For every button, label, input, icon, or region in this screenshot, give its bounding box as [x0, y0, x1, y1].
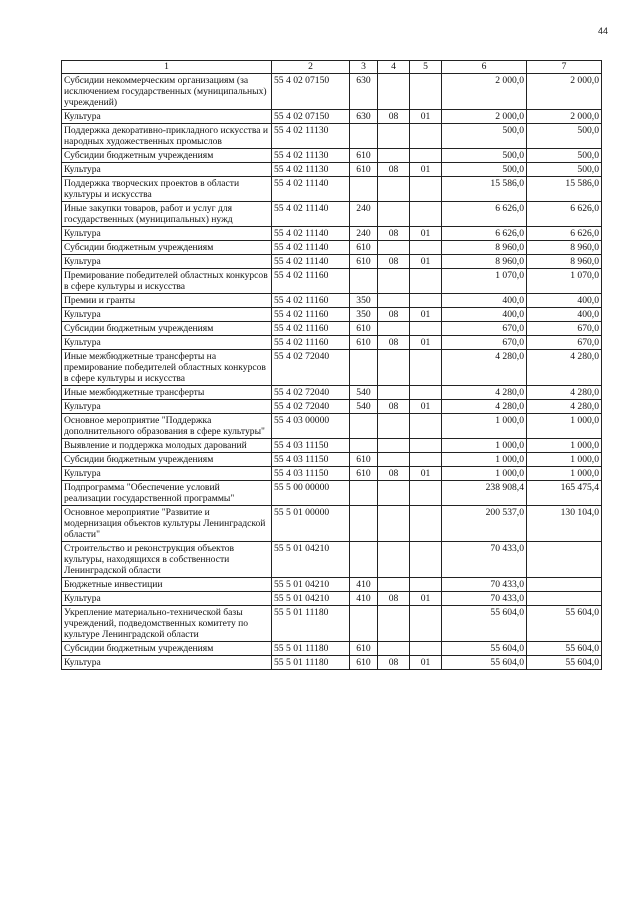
row-type-cell: 350 — [350, 308, 378, 322]
row-subsection-cell: 01 — [410, 400, 442, 414]
table-body — [62, 74, 602, 670]
row-amount-cell: 1 000,0 — [527, 467, 602, 481]
row-amount-cell: 400,0 — [527, 294, 602, 308]
row-type-cell: 610 — [350, 336, 378, 350]
row-type-cell — [350, 269, 378, 294]
row-amount-cell: 1 000,0 — [527, 453, 602, 467]
row-type-cell: 630 — [350, 110, 378, 124]
row-name-cell: Культура — [62, 163, 272, 177]
row-subsection-cell — [410, 578, 442, 592]
row-section-cell — [378, 578, 410, 592]
row-type-cell: 630 — [350, 74, 378, 110]
row-amount-cell: 500,0 — [442, 124, 527, 149]
row-subsection-cell: 01 — [410, 255, 442, 269]
row-type-cell — [350, 481, 378, 506]
row-subsection-cell — [410, 322, 442, 336]
row-amount-cell: 55 604,0 — [527, 656, 602, 670]
row-section-cell — [378, 453, 410, 467]
row-amount-cell: 130 104,0 — [527, 506, 602, 542]
row-type-cell: 610 — [350, 241, 378, 255]
row-amount-cell: 55 604,0 — [442, 642, 527, 656]
row-code-cell: 55 4 02 11140 — [272, 241, 350, 255]
row-name-cell: Премирование победителей областных конкурсов в сфере культуры и искусства — [62, 269, 272, 294]
row-code-cell: 55 5 00 00000 — [272, 481, 350, 506]
row-subsection-cell: 01 — [410, 336, 442, 350]
row-subsection-cell — [410, 149, 442, 163]
table-row — [62, 414, 602, 439]
table-row — [62, 241, 602, 255]
row-type-cell: 410 — [350, 578, 378, 592]
row-amount-cell: 4 280,0 — [442, 386, 527, 400]
row-amount-cell: 55 604,0 — [527, 606, 602, 642]
row-type-cell: 540 — [350, 386, 378, 400]
table-row — [62, 606, 602, 642]
table-row — [62, 74, 602, 110]
row-amount-cell: 200 537,0 — [442, 506, 527, 542]
row-subsection-cell: 01 — [410, 308, 442, 322]
table-row — [62, 467, 602, 481]
row-code-cell: 55 5 01 04210 — [272, 578, 350, 592]
row-section-cell — [378, 439, 410, 453]
row-type-cell: 610 — [350, 322, 378, 336]
row-code-cell: 55 5 01 04210 — [272, 542, 350, 578]
row-amount-cell: 55 604,0 — [442, 656, 527, 670]
table-row — [62, 481, 602, 506]
row-section-cell — [378, 642, 410, 656]
row-code-cell: 55 4 02 11140 — [272, 255, 350, 269]
row-name-cell: Субсидии бюджетным учреждениям — [62, 241, 272, 255]
row-name-cell: Культура — [62, 656, 272, 670]
row-type-cell: 610 — [350, 255, 378, 269]
row-amount-cell: 8 960,0 — [442, 255, 527, 269]
row-code-cell: 55 4 02 72040 — [272, 400, 350, 414]
row-subsection-cell — [410, 124, 442, 149]
row-subsection-cell — [410, 269, 442, 294]
table-row — [62, 506, 602, 542]
row-type-cell: 610 — [350, 467, 378, 481]
row-type-cell — [350, 350, 378, 386]
row-subsection-cell — [410, 350, 442, 386]
row-code-cell: 55 5 01 11180 — [272, 642, 350, 656]
row-amount-cell: 1 070,0 — [527, 269, 602, 294]
row-section-cell: 08 — [378, 110, 410, 124]
row-amount-cell: 4 280,0 — [527, 400, 602, 414]
row-type-cell: 240 — [350, 227, 378, 241]
table-row — [62, 350, 602, 386]
table-row — [62, 149, 602, 163]
row-amount-cell: 8 960,0 — [442, 241, 527, 255]
column-header: 6 — [442, 61, 527, 74]
column-header: 1 — [62, 61, 272, 74]
table-row — [62, 269, 602, 294]
row-section-cell — [378, 606, 410, 642]
row-subsection-cell — [410, 177, 442, 202]
row-code-cell: 55 4 03 11150 — [272, 453, 350, 467]
row-type-cell: 610 — [350, 163, 378, 177]
row-amount-cell: 70 433,0 — [442, 592, 527, 606]
row-type-cell: 410 — [350, 592, 378, 606]
row-code-cell: 55 4 03 11150 — [272, 467, 350, 481]
row-code-cell: 55 4 02 07150 — [272, 74, 350, 110]
row-type-cell: 610 — [350, 642, 378, 656]
row-type-cell: 610 — [350, 149, 378, 163]
row-amount-cell: 15 586,0 — [442, 177, 527, 202]
row-code-cell: 55 4 02 11160 — [272, 322, 350, 336]
row-type-cell — [350, 439, 378, 453]
row-code-cell: 55 4 02 11130 — [272, 149, 350, 163]
row-subsection-cell: 01 — [410, 656, 442, 670]
table-row — [62, 322, 602, 336]
row-name-cell: Культура — [62, 467, 272, 481]
row-amount-cell: 670,0 — [527, 322, 602, 336]
row-type-cell — [350, 414, 378, 439]
row-amount-cell: 500,0 — [527, 124, 602, 149]
row-amount-cell: 1 070,0 — [442, 269, 527, 294]
table-row — [62, 542, 602, 578]
row-amount-cell: 6 626,0 — [442, 227, 527, 241]
row-section-cell: 08 — [378, 592, 410, 606]
row-code-cell: 55 5 01 11180 — [272, 656, 350, 670]
row-section-cell: 08 — [378, 227, 410, 241]
row-code-cell: 55 4 02 11130 — [272, 163, 350, 177]
row-section-cell: 08 — [378, 255, 410, 269]
row-code-cell: 55 4 02 11160 — [272, 294, 350, 308]
row-section-cell: 08 — [378, 400, 410, 414]
row-section-cell — [378, 350, 410, 386]
row-name-cell: Культура — [62, 308, 272, 322]
row-type-cell: 610 — [350, 453, 378, 467]
row-name-cell: Поддержка творческих проектов в области культуры и искусства — [62, 177, 272, 202]
row-subsection-cell — [410, 481, 442, 506]
row-subsection-cell: 01 — [410, 592, 442, 606]
row-amount-cell: 670,0 — [442, 322, 527, 336]
row-amount-cell: 2 000,0 — [527, 74, 602, 110]
row-amount-cell: 238 908,4 — [442, 481, 527, 506]
row-name-cell: Подпрограмма "Обеспечение условий реализации государственной программы" — [62, 481, 272, 506]
row-code-cell: 55 4 02 11140 — [272, 202, 350, 227]
row-type-cell: 540 — [350, 400, 378, 414]
row-subsection-cell — [410, 642, 442, 656]
row-section-cell — [378, 322, 410, 336]
budget-table — [61, 60, 602, 670]
row-name-cell: Субсидии бюджетным учреждениям — [62, 453, 272, 467]
row-type-cell — [350, 124, 378, 149]
row-subsection-cell — [410, 294, 442, 308]
row-amount-cell: 1 000,0 — [442, 467, 527, 481]
row-amount-cell: 670,0 — [442, 336, 527, 350]
table-row — [62, 642, 602, 656]
column-header: 5 — [410, 61, 442, 74]
row-amount-cell — [527, 592, 602, 606]
row-section-cell: 08 — [378, 656, 410, 670]
table-row — [62, 177, 602, 202]
row-section-cell: 08 — [378, 336, 410, 350]
row-section-cell — [378, 506, 410, 542]
row-subsection-cell — [410, 453, 442, 467]
row-name-cell: Бюджетные инвестиции — [62, 578, 272, 592]
row-section-cell — [378, 269, 410, 294]
row-amount-cell — [527, 578, 602, 592]
row-code-cell: 55 4 02 11140 — [272, 227, 350, 241]
row-section-cell: 08 — [378, 308, 410, 322]
row-type-cell: 240 — [350, 202, 378, 227]
row-name-cell: Иные закупки товаров, работ и услуг для государственных (муниципальных) нужд — [62, 202, 272, 227]
table-row — [62, 163, 602, 177]
row-type-cell — [350, 542, 378, 578]
row-amount-cell: 8 960,0 — [527, 241, 602, 255]
row-type-cell: 350 — [350, 294, 378, 308]
row-amount-cell: 4 280,0 — [527, 350, 602, 386]
row-name-cell: Иные межбюджетные трансферты — [62, 386, 272, 400]
row-section-cell — [378, 149, 410, 163]
row-code-cell: 55 4 02 11140 — [272, 177, 350, 202]
row-name-cell: Культура — [62, 110, 272, 124]
row-section-cell — [378, 386, 410, 400]
row-amount-cell: 500,0 — [527, 163, 602, 177]
row-code-cell: 55 5 01 00000 — [272, 506, 350, 542]
row-type-cell — [350, 506, 378, 542]
row-amount-cell: 2 000,0 — [442, 110, 527, 124]
row-subsection-cell — [410, 74, 442, 110]
row-name-cell: Укрепление материально-технической базы учреждений, подведомственных комитету по культуре Ленинградской области — [62, 606, 272, 642]
row-subsection-cell — [410, 606, 442, 642]
table-row — [62, 386, 602, 400]
table-row — [62, 592, 602, 606]
row-name-cell: Культура — [62, 400, 272, 414]
row-section-cell — [378, 294, 410, 308]
row-subsection-cell: 01 — [410, 467, 442, 481]
column-header: 2 — [272, 61, 350, 74]
row-amount-cell: 6 626,0 — [442, 202, 527, 227]
row-subsection-cell — [410, 414, 442, 439]
row-type-cell — [350, 177, 378, 202]
row-name-cell: Культура — [62, 592, 272, 606]
table-row — [62, 294, 602, 308]
row-code-cell: 55 4 03 11150 — [272, 439, 350, 453]
row-code-cell: 55 4 02 11160 — [272, 336, 350, 350]
row-amount-cell: 2 000,0 — [527, 110, 602, 124]
row-name-cell: Строительство и реконструкция объектов культуры, находящихся в собственности Ленинградской области — [62, 542, 272, 578]
row-section-cell — [378, 202, 410, 227]
table-row — [62, 578, 602, 592]
row-section-cell — [378, 542, 410, 578]
row-code-cell: 55 4 02 72040 — [272, 350, 350, 386]
row-amount-cell: 4 280,0 — [527, 386, 602, 400]
row-amount-cell: 55 604,0 — [527, 642, 602, 656]
row-section-cell: 08 — [378, 467, 410, 481]
row-amount-cell: 8 960,0 — [527, 255, 602, 269]
row-amount-cell: 70 433,0 — [442, 542, 527, 578]
table-row — [62, 202, 602, 227]
row-name-cell: Субсидии бюджетным учреждениям — [62, 642, 272, 656]
row-name-cell: Поддержка декоративно-прикладного искусства и народных художественных промыслов — [62, 124, 272, 149]
row-amount-cell: 1 000,0 — [527, 414, 602, 439]
row-section-cell — [378, 241, 410, 255]
row-section-cell — [378, 481, 410, 506]
row-code-cell: 55 4 02 07150 — [272, 110, 350, 124]
row-code-cell: 55 5 01 04210 — [272, 592, 350, 606]
row-amount-cell: 4 280,0 — [442, 350, 527, 386]
row-amount-cell: 6 626,0 — [527, 202, 602, 227]
row-amount-cell: 6 626,0 — [527, 227, 602, 241]
row-subsection-cell — [410, 506, 442, 542]
row-amount-cell: 55 604,0 — [442, 606, 527, 642]
table-row — [62, 308, 602, 322]
table-row — [62, 336, 602, 350]
row-section-cell — [378, 124, 410, 149]
row-subsection-cell: 01 — [410, 227, 442, 241]
row-code-cell: 55 4 03 00000 — [272, 414, 350, 439]
row-amount-cell: 1 000,0 — [442, 439, 527, 453]
row-amount-cell: 2 000,0 — [442, 74, 527, 110]
row-subsection-cell: 01 — [410, 163, 442, 177]
table-row — [62, 227, 602, 241]
row-code-cell: 55 4 02 11160 — [272, 269, 350, 294]
row-amount-cell: 1 000,0 — [527, 439, 602, 453]
row-amount-cell: 500,0 — [442, 149, 527, 163]
row-name-cell: Субсидии некоммерческим организациям (за исключением государственных (муниципальных) учреждений) — [62, 74, 272, 110]
page-number: 44 — [598, 26, 609, 36]
row-amount-cell: 70 433,0 — [442, 578, 527, 592]
row-code-cell: 55 5 01 11180 — [272, 606, 350, 642]
row-amount-cell: 1 000,0 — [442, 453, 527, 467]
row-code-cell: 55 4 02 11130 — [272, 124, 350, 149]
row-subsection-cell — [410, 439, 442, 453]
row-amount-cell: 400,0 — [527, 308, 602, 322]
row-amount-cell: 670,0 — [527, 336, 602, 350]
row-name-cell: Культура — [62, 336, 272, 350]
row-name-cell: Субсидии бюджетным учреждениям — [62, 149, 272, 163]
row-name-cell: Основное мероприятие "Поддержка дополнительного образования в сфере культуры" — [62, 414, 272, 439]
row-amount-cell: 4 280,0 — [442, 400, 527, 414]
row-amount-cell: 500,0 — [527, 149, 602, 163]
row-type-cell — [350, 606, 378, 642]
row-name-cell: Субсидии бюджетным учреждениям — [62, 322, 272, 336]
row-name-cell: Культура — [62, 255, 272, 269]
row-amount-cell — [527, 542, 602, 578]
row-section-cell — [378, 177, 410, 202]
column-header: 4 — [378, 61, 410, 74]
table-row — [62, 453, 602, 467]
row-section-cell: 08 — [378, 163, 410, 177]
row-subsection-cell — [410, 241, 442, 255]
row-subsection-cell — [410, 202, 442, 227]
row-amount-cell: 400,0 — [442, 294, 527, 308]
row-section-cell — [378, 414, 410, 439]
row-name-cell: Основное мероприятие "Развитие и модернизация объектов культуры Ленинградской области" — [62, 506, 272, 542]
row-name-cell: Выявление и поддержка молодых дарований — [62, 439, 272, 453]
table-row — [62, 110, 602, 124]
column-header: 7 — [527, 61, 602, 74]
table-row — [62, 255, 602, 269]
row-code-cell: 55 4 02 11160 — [272, 308, 350, 322]
row-section-cell — [378, 74, 410, 110]
row-amount-cell: 400,0 — [442, 308, 527, 322]
row-name-cell: Иные межбюджетные трансферты на премирование победителей областных конкурсов в сфере культуры и искусства — [62, 350, 272, 386]
row-code-cell: 55 4 02 72040 — [272, 386, 350, 400]
row-subsection-cell: 01 — [410, 110, 442, 124]
table-row — [62, 400, 602, 414]
table-row — [62, 124, 602, 149]
row-amount-cell: 500,0 — [442, 163, 527, 177]
row-amount-cell: 15 586,0 — [527, 177, 602, 202]
column-header: 3 — [350, 61, 378, 74]
row-name-cell: Культура — [62, 227, 272, 241]
row-name-cell: Премии и гранты — [62, 294, 272, 308]
table-row — [62, 439, 602, 453]
row-subsection-cell — [410, 386, 442, 400]
header-row — [62, 61, 602, 74]
row-amount-cell: 1 000,0 — [442, 414, 527, 439]
row-type-cell: 610 — [350, 656, 378, 670]
row-subsection-cell — [410, 542, 442, 578]
table-row — [62, 656, 602, 670]
row-amount-cell: 165 475,4 — [527, 481, 602, 506]
